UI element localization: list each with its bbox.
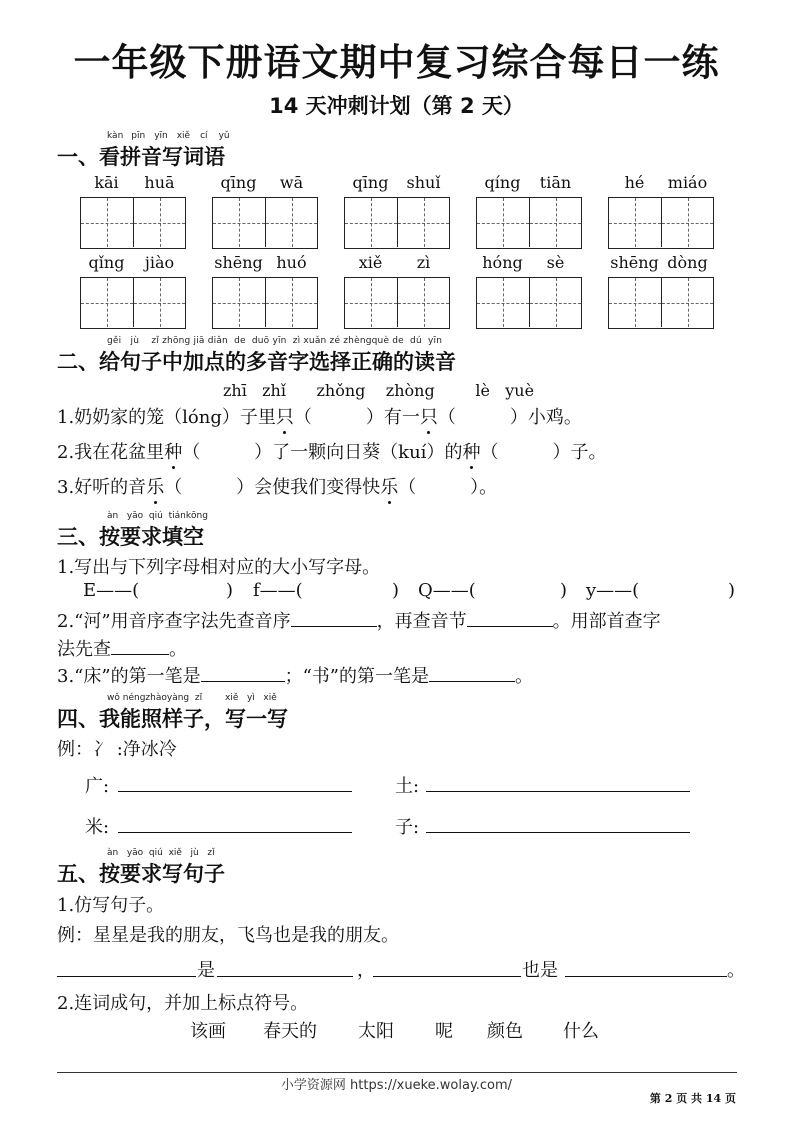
pinyin-syllable: miáo — [667, 173, 708, 192]
writing-grid[interactable] — [476, 277, 582, 329]
pinyin-syllable: kāi — [94, 173, 119, 192]
writing-grid[interactable] — [344, 197, 450, 249]
letter-pair-q-close: ) — [560, 580, 568, 601]
section-1-heading: 一、看拼音写词语 — [57, 145, 225, 169]
pinyin-syllable: dòng — [667, 253, 708, 272]
pinyin-syllable: shēng — [214, 253, 263, 272]
fill-word-shi: 是 — [197, 960, 215, 981]
writing-grid[interactable] — [212, 197, 318, 249]
s4-example: 例：冫 :净冰冷 — [57, 739, 177, 760]
blank-shu-stroke[interactable] — [429, 680, 515, 682]
radical-mi: 米: — [85, 817, 110, 838]
s3-question-3: 3.“床”的第一笔是 ；“书”的第一笔是 。 — [57, 666, 533, 687]
fill-comma: ， — [357, 960, 375, 981]
s3-question-2: 2.“河”用音序查字法先查音序 ，再查音节 。用部首查字 — [57, 611, 661, 632]
pinyin-syllable: wā — [279, 173, 304, 192]
answer-line-guang[interactable] — [118, 791, 352, 792]
pinyin-syllable: qīng — [220, 173, 257, 192]
writing-grid[interactable] — [608, 197, 714, 249]
s2-question-1: 1.奶奶家的笼（lóng）子里只（ ）有一只（ ）小鸡。 — [57, 407, 582, 428]
section-3-ruby: àn yāo qiú tiánkōng — [107, 511, 208, 521]
writing-grid[interactable] — [476, 197, 582, 249]
answer-line-zi[interactable] — [426, 832, 690, 833]
pinyin-syllable: jiào — [144, 253, 175, 272]
pinyin-syllable: hóng — [482, 253, 523, 272]
s3-question-1: 1.写出与下列字母相对应的大小写字母。 — [57, 557, 381, 578]
pinyin-syllable: zì — [416, 253, 431, 272]
fill-line-1[interactable] — [57, 976, 196, 977]
section-1-ruby: kàn pīn yīn xiě cí yǔ — [107, 131, 230, 141]
blank-yinxu[interactable] — [291, 625, 377, 627]
answer-line-mi[interactable] — [118, 832, 352, 833]
fill-line-4[interactable] — [565, 976, 727, 977]
word-1: 该画 — [190, 1021, 226, 1042]
pinyin-syllable: shuǐ — [406, 173, 441, 192]
pinyin-syllable: shēng — [610, 253, 659, 272]
writing-grid[interactable] — [80, 277, 186, 329]
answer-line-tu[interactable] — [426, 791, 690, 792]
radical-tu: 土: — [395, 776, 420, 797]
writing-grid[interactable] — [80, 197, 186, 249]
page-title: 一年级下册语文期中复习综合每日一练 — [73, 41, 720, 84]
fill-word-yeshi: 也是 — [522, 960, 558, 981]
pinyin-syllable: tiān — [539, 173, 572, 192]
pinyin-syllable: xiě — [358, 253, 383, 272]
s2-question-2: 2.我在花盆里种（ ）了一颗向日葵（kuí）的种（ ）子。 — [57, 442, 607, 463]
writing-grid[interactable] — [344, 277, 450, 329]
page-number: 第 2 页 共 14 页 — [649, 1092, 736, 1105]
s5-example: 例：星星是我的朋友，飞鸟也是我的朋友。 — [57, 925, 399, 946]
section-5-ruby: àn yāo qiú xiě jù zǐ — [107, 848, 215, 858]
radical-zi: 子: — [395, 817, 420, 838]
section-4-ruby: wǒ néngzhàoyàng zǐ xiě yì xiě — [107, 693, 277, 703]
fill-line-3[interactable] — [373, 976, 521, 977]
pinyin-syllable: sè — [546, 253, 565, 272]
word-2: 春天的 — [263, 1021, 317, 1042]
section-5-heading: 五、按要求写句子 — [57, 862, 225, 886]
blank-yinjie[interactable] — [467, 625, 553, 627]
pinyin-syllable: hé — [624, 173, 645, 192]
pinyin-syllable: qíng — [484, 173, 521, 192]
fill-line-2[interactable] — [217, 976, 353, 977]
s2-question-3: 3.好听的音乐（ ）会使我们变得快乐（ ）。 — [57, 477, 498, 498]
pinyin-syllable: huó — [276, 253, 307, 272]
writing-grid[interactable] — [212, 277, 318, 329]
blank-bushou[interactable] — [111, 653, 169, 655]
word-5: 颜色 — [487, 1021, 523, 1042]
word-4: 呢 — [435, 1021, 453, 1042]
sentence-answer-line[interactable] — [57, 1072, 737, 1073]
section-2-ruby: gěi jù zǐ zhōng jiā diǎn de duō yīn zì xuǎn zé zhèngquè de dú yīn — [107, 336, 443, 346]
pinyin-syllable: qǐng — [88, 253, 125, 272]
writing-grid[interactable] — [608, 277, 714, 329]
footer-source: 小学资源网 https://xueke.wolay.com/ — [280, 1078, 513, 1093]
section-2-heading: 二、给句子中加点的多音字选择正确的读音 — [57, 350, 456, 374]
letter-pair-e: E——( — [83, 580, 140, 601]
pinyin-syllable: huā — [144, 173, 175, 192]
letter-pair-e-close: ) — [226, 580, 234, 601]
letter-pair-y-close: ) — [728, 580, 736, 601]
fill-period: 。 — [727, 960, 745, 981]
reading-options: zhī zhǐ zhǒng zhòng lè yuè — [223, 381, 535, 400]
letter-pair-q: Q——( — [418, 580, 476, 601]
letter-pair-f: f——( — [253, 580, 303, 601]
radical-guang: 广: — [85, 776, 110, 797]
word-3: 太阳 — [358, 1021, 394, 1042]
s3-question-2-cont: 法先查 。 — [57, 639, 187, 660]
page-subtitle: 14 天冲刺计划（第 2 天） — [269, 94, 524, 118]
s5-question-1: 1.仿写句子。 — [57, 895, 165, 916]
letter-pair-y: y——( — [586, 580, 640, 601]
blank-chuang-stroke[interactable] — [201, 680, 285, 682]
s5-question-2: 2.连词成句，并加上标点符号。 — [57, 993, 309, 1014]
section-4-heading: 四、我能照样子，写一写 — [57, 707, 288, 731]
letter-pair-f-close: ) — [392, 580, 400, 601]
section-3-heading: 三、按要求填空 — [57, 525, 204, 549]
pinyin-syllable: qīng — [352, 173, 389, 192]
word-6: 什么 — [563, 1021, 599, 1042]
